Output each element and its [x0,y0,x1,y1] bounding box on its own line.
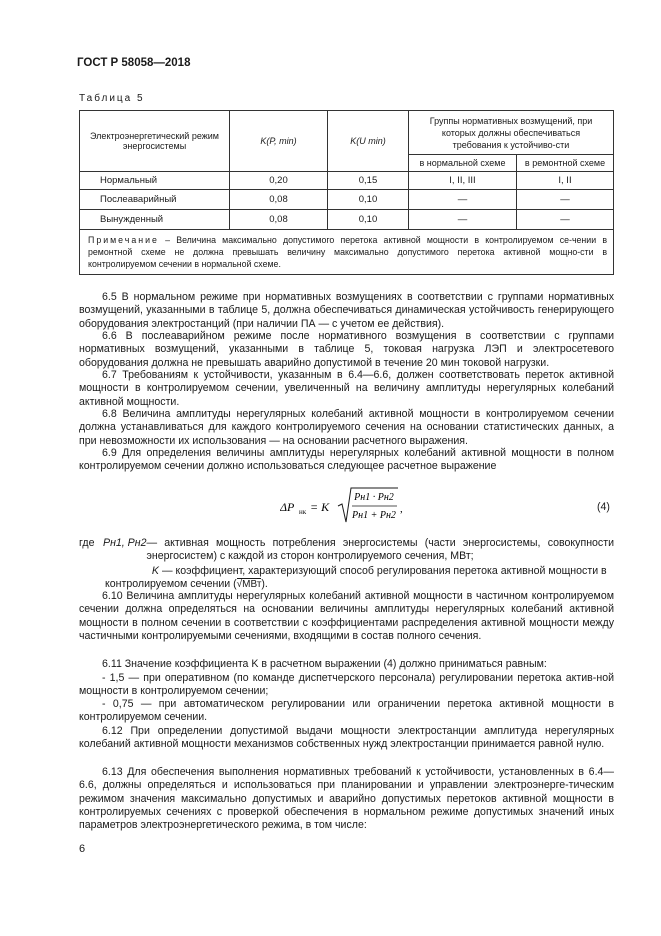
paragraph-6-7: 6.7 Требованиям к устойчивости, указанным в 6.4—6.6, должен соответствовать переток активной мощности в контролируемом сечении, увеличенный на величину амплитуды нерегулярных колебаний активной мощности. [79,369,614,408]
paragraph-6-8: 6.8 Величина амплитуды нерегулярных колебаний активной мощности в контролируемом сечении должна устанавливаться для каждого контролируемого сечения на основании статистических данных, а при невозможности их использования — на основании расчетного выражения. [79,408,614,447]
table-5 [79,110,614,275]
formula-lhs-sub: нк [299,508,307,516]
svg-text:,: , [400,503,403,515]
formula-4 [280,486,460,528]
page-number: 6 [79,843,86,855]
k-definition: — коэффициент, характеризующий способ регулирования перетока активной мощности в контролируемом сечении ( [105,564,607,590]
table-note [80,230,614,275]
row-mode: Послеаварийный [80,190,230,210]
header-group: Группы нормативных возмущений, при которых должны обеспечиваться требования к устойчиво-сти [409,111,614,155]
definition-k [79,565,614,592]
formula-eq: = K [310,500,330,514]
p-symbols: Pн1, Pн2 [103,537,147,549]
paragraph-6-11-a: - 1,5 — при оперативном (по команде диспетчерского персонала) регулировании перетока актив-ной мощности в контролируемом сечении; [79,672,614,698]
table-row [80,210,614,230]
document-code: ГОСТ Р 58058—2018 [77,57,191,69]
header-ku: K(U min) [328,111,409,172]
row-mode: Вынужденный [80,210,230,230]
row-kp: 0,08 [230,210,328,230]
table-caption: Таблица 5 [79,93,145,104]
header-mode: Электроэнергетический режим энергосистемы [80,111,230,172]
header-repair: в ремонтной схеме [517,155,614,172]
paragraph-6-13: 6.13 Для обеспечения выполнения нормативных требований к устойчивости, установленных в 6.4—6.6, должны определяться и использоваться при планировании и управлении электроэнерге-тическим режимом значения максимально допустимых и аварийно допустимых перетоков активной мощности в контролируемых сечениях с проверкой обеспечения в нормальном режиме допустимых значений иных параметров электроэнергетического режима, в том числе: [79,766,614,832]
table-row [80,190,614,210]
paragraph-6-5: 6.5 В нормальном режиме при нормативных возмущениях в соответствии с группами нормативных возмущений, указанными в таблице 5, должна обеспечиваться динамическая устойчивость генерирующего оборудования электростанций (при наличии ПА — с учетом ее действия). [79,291,614,330]
where-label: где [79,537,95,549]
row-repair: — [517,190,614,210]
header-normal: в нормальной схеме [409,155,517,172]
formula-denominator: Pн1 + Pн2 [352,510,396,521]
definitions [79,537,614,591]
p-definition: — активная мощность потребления энергосистемы (части энергосистемы, совокупности энергосистем) с каждой из сторон контролируемого сечения, МВт; [146,537,614,563]
formula-lhs: ΔP [280,500,295,514]
note-text: – Величина максимально допустимого перетока активной мощности в контролируемом се-чении в ремонтной схеме не должна превышать величину максимально допустимого перетока активной мощно-сти в контролируемом сечении в нормальной схеме. [88,235,607,269]
row-repair: — [517,210,614,230]
formula-graphic [280,486,460,528]
row-normal: — [409,210,517,230]
paragraph-6-10: 6.10 Величина амплитуды нерегулярных колебаний активной мощности в частичном контролируемом сечении должна определяться на основании величины амплитуды нерегулярных колебаний активной мощности в полном сечении в соответствии с коэффициентами распределения активной мощности между частичными контролируемыми сечениями, входящими в состав полного сечения. [79,590,614,642]
row-normal: I, II, III [409,172,517,190]
formula-numerator: Pн1 · Pн2 [354,492,394,503]
row-normal: — [409,190,517,210]
paragraph-6-11: 6.11 Значение коэффициента K в расчетном выражении (4) должно приниматься равным: [102,658,547,670]
row-ku: 0,15 [328,172,409,190]
paragraph-6-6: 6.6 В послеаварийном режиме после нормативного возмущения в соответствии с группами нормативных возмущений, указанными в таблице 5, токовая нагрузка ЛЭП и электросетевого оборудования должна не превышать аварийно допустимой в течение 20 мин токовой нагрузки. [79,330,614,369]
row-kp: 0,08 [230,190,328,210]
row-kp: 0,20 [230,172,328,190]
paragraph-6-11-b: - 0,75 — при автоматическом регулировании или ограничении перетока активной мощности в контролируемом сечении. [79,698,614,724]
row-ku: 0,10 [328,210,409,230]
table-row [80,172,614,190]
note-label: Примечание [88,235,159,245]
row-repair: I, II [517,172,614,190]
definition-p [79,537,614,564]
row-ku: 0,10 [328,190,409,210]
header-kp: K(P, min) [230,111,328,172]
paragraph-6-12: 6.12 При определении допустимой выдачи мощности электростанции амплитуда нерегулярных колебаний активной мощности механизмов собственных нужд электростанции принимается равной нулю. [79,725,614,751]
formula-number: (4) [597,501,610,513]
k-symbol: K [151,564,159,577]
k-unit: √МВт [236,578,262,590]
row-mode: Нормальный [80,172,230,190]
paragraph-6-9: 6.9 Для определения величины амплитуды нерегулярных колебаний активной мощности в полном контролируемом сечении должно использоваться следующее расчетное выражение [79,447,614,473]
k-tail: ). [261,577,268,590]
